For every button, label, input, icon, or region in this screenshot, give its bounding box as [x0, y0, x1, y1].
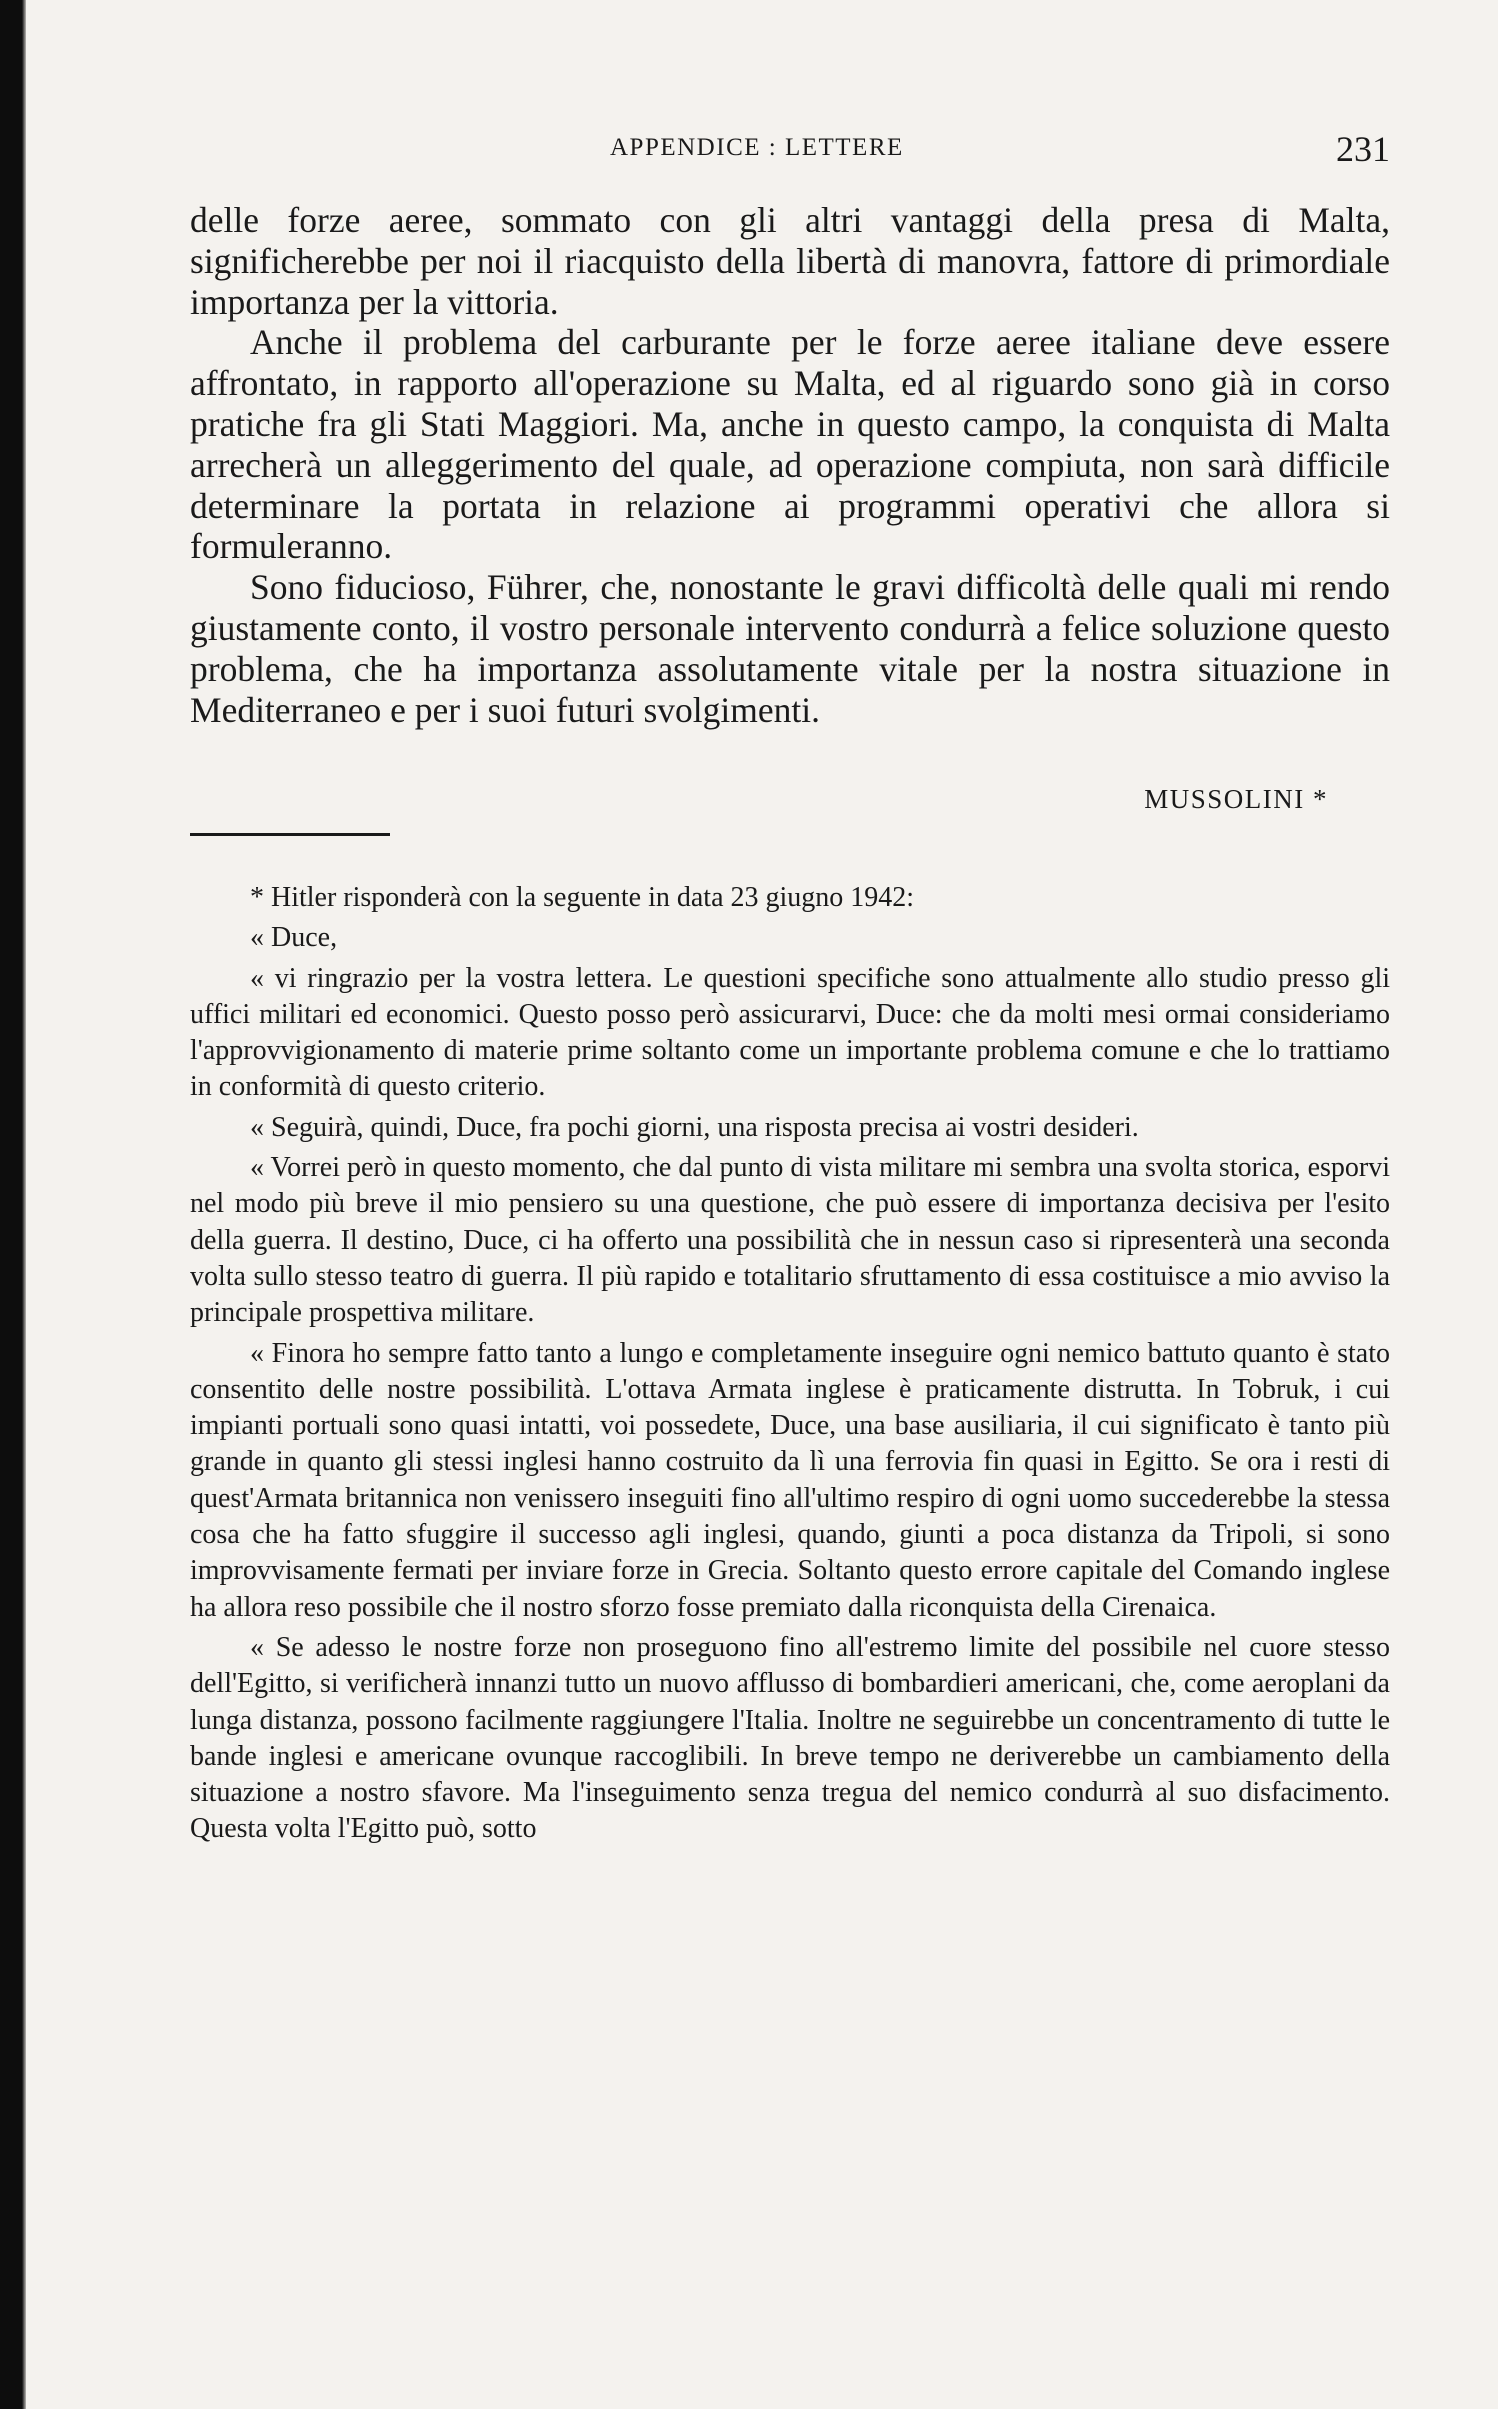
scan-edge [0, 0, 26, 2409]
book-page [190, 0, 1390, 2409]
letter-paragraph: Sono fiducioso, Führer, che, nonostante le gravi difficoltà delle quali mi rendo giustamente conto, il vostro personale intervento condurrà a felice soluzione questo problema, che ha importanza assolutamente vitale per la nostra situazione in Mediterraneo e per i suoi futuri svolgimenti. [190, 567, 1390, 730]
signature: MUSSOLINI * [1144, 784, 1328, 814]
letter-body [190, 200, 1390, 730]
footnote-paragraph: « Vorrei però in questo momento, che dal punto di vista militare mi sembra una svolta storica, esporvi nel modo più breve il mio pensiero su una questione, che può essere di importanza decisiva per l'esito della guerra. Il destino, Duce, ci ha offerto una possibilità che in nessun caso si ripresenterà una seconda volta sullo stesso teatro di guerra. Il più rapido e totalitario sfruttamento di essa costituisce a mio avviso la principale prospettiva militare. [190, 1152, 1390, 1329]
footnote-paragraph: « Seguirà, quindi, Duce, fra pochi giorni, una risposta precisa ai vostri desideri. [250, 1111, 1139, 1143]
page-header [190, 128, 1390, 176]
footnote [190, 880, 1390, 1852]
footnote-paragraph: * Hitler risponderà con la seguente in data 23 giugno 1942: [250, 882, 915, 913]
footnote-paragraph: « vi ringrazio per la vostra lettera. Le questioni specifiche sono attualmente allo studio presso gli uffici militari ed economici. Questo posso però assicurarvi, Duce: che da molti mesi ormai consideriamo l'approvvigionamento di materie prime soltanto come un importante problema comune e che lo trattiamo in conformità di questo criterio. [190, 962, 1390, 1103]
footnote-paragraph: « Se adesso le nostre forze non proseguono fino all'estremo limite del possibile nel cuore stesso dell'Egitto, si verificherà innanzi tutto un nuovo afflusso di bombardieri americani, che, come aeroplani da lunga distanza, possono facilmente raggiungere l'Italia. Inoltre ne seguirebbe un concentramento di tutte le bande inglesi e americane ovunque raccoglibili. In breve tempo ne deriverebbe un cambiamento della situazione a nostro sfavore. Ma l'inseguimento senza tregua del nemico condurrà al suo disfacimento. Questa volta l'Egitto può, sotto [190, 1631, 1390, 1845]
letter-paragraph: delle forze aeree, sommato con gli altri vantaggi della presa di Malta, significherebbe per noi il riacquisto della libertà di manovra, fattore di primordiale importanza per la vittoria. [190, 200, 1390, 322]
letter-paragraph: Anche il problema del carburante per le forze aeree italiane deve essere affrontato, in rapporto all'operazione su Malta, ed al riguardo sono già in corso pratiche fra gli Stati Maggiori. Ma, anche in questo campo, la conquista di Malta arrecherà un alleggerimento del quale, ad operazione compiuta, non sarà difficile determinare la portata in relazione ai programmi operativi che allora si formuleranno. [190, 322, 1390, 567]
page-number: 231 [1336, 129, 1390, 169]
footnote-paragraph: « Finora ho sempre fatto tanto a lungo e completamente inseguire ogni nemico battuto quanto è stato consentito delle nostre possibilità. L'ottava Armata inglese è praticamente distrutta. In Tobruk, i cui impianti portuali sono quasi intatti, voi possedete, Duce, una base ausiliaria, il cui significato è tanto più grande in quanto gli stessi inglesi hanno costruito da lì una ferrovia fin quasi in Egitto. Se ora i resti di quest'Armata britannica non venissero inseguiti fino all'ultimo respiro di ogni uomo succederebbe la stessa cosa che ha fatto sfuggire il successo agli inglesi, quando, giunti a poca distanza da Tripoli, si sono improvvisamente fermati per inviare forze in Grecia. Soltanto questo errore capitale del Comando inglese ha allora reso possibile che il nostro sforzo fosse premiato dalla riconquista della Cirenaica. [190, 1337, 1390, 1623]
footnote-paragraph: « Duce, [250, 922, 338, 954]
footnote-divider [190, 833, 390, 836]
running-head: APPENDICE : LETTERE [610, 134, 904, 161]
